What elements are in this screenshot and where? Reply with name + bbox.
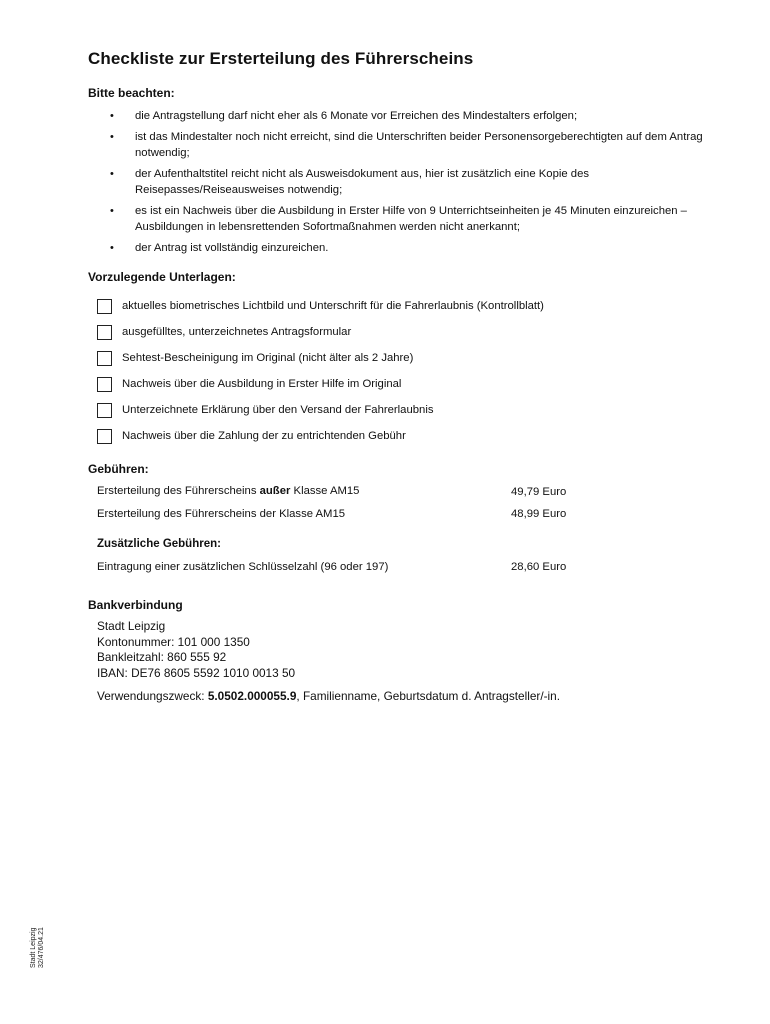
fee-row [97,508,597,520]
checklist-label: aktuelles biometrisches Lichtbild und Unterschrift für die Fahrerlaubnis (Kontrollblatt) [122,300,544,312]
checklist-item [97,345,544,371]
purpose-label: Verwendungszweck: [97,689,208,703]
fee-label: Eintragung einer zusätzlichen Schlüsselzahl (96 oder 197) [97,561,389,573]
fees-heading: Gebühren: [88,462,149,476]
checkbox[interactable] [97,325,112,340]
documents-heading: Vorzulegende Unterlagen: [88,270,236,284]
checklist-item [97,319,544,345]
fee-label-prefix: Ersterteilung des Führerscheins [97,485,260,497]
bank-line: Kontonummer: 101 000 1350 [97,634,250,649]
checklist-label: Sehtest-Bescheinigung im Original (nicht älter als 2 Jahre) [122,352,414,364]
bank-line: Bankleitzahl: 860 555 92 [97,650,227,664]
form-number: 32/476/04.21 [38,927,45,968]
note-text: ist das Mindestalter noch nicht erreicht, sind die Unterschriften beider Personensorgeberechtigten auf dem Antrag notwendig; [135,131,703,159]
fee-amount: 28,60 Euro [511,561,567,573]
bank-line: IBAN: DE76 8605 5592 1010 0013 50 [97,665,296,680]
purpose-suffix: , Familienname, Geburtsdatum d. Antragsteller/-in. [296,689,560,703]
list-item [110,166,710,198]
checklist-item [97,423,544,449]
documents-checklist [97,293,544,449]
checklist-label: ausgefülltes, unterzeichnetes Antragsformular [122,326,352,338]
payment-purpose [97,689,560,703]
note-text: der Aufenthaltstitel reicht nicht als Ausweisdokument aus, hier ist zusätzlich eine Kopie des Reisepasses/Reiseausweises notwendig; [135,168,590,196]
checkbox[interactable] [97,351,112,366]
list-item [110,108,710,124]
note-text: der Antrag ist vollständig einzureichen. [135,242,329,254]
bullet-icon: • [110,205,114,217]
list-item [110,129,710,161]
list-item [110,240,710,256]
form-reference [30,927,46,968]
notes-heading: Bitte beachten: [88,86,175,100]
checklist-item [97,397,544,423]
bullet-icon: • [110,131,114,143]
bank-line: Stadt Leipzig [97,619,166,633]
fee-label-emphasis: außer [259,485,291,497]
fee-row [97,485,597,497]
list-item [110,203,710,235]
fee-amount: 48,99 Euro [511,508,567,520]
notes-list [110,108,710,261]
page-title: Checkliste zur Ersterteilung des Führerscheins [88,49,474,68]
additional-fees-heading: Zusätzliche Gebühren: [97,538,221,550]
bullet-icon: • [110,110,114,122]
checkbox[interactable] [97,403,112,418]
fee-row [97,561,597,573]
checkbox[interactable] [97,429,112,444]
checklist-label: Nachweis über die Zahlung der zu entrichtenden Gebühr [122,430,406,442]
checkbox[interactable] [97,377,112,392]
checklist-label: Nachweis über die Ausbildung in Erster Hilfe im Original [122,378,402,390]
checklist-item [97,293,544,319]
checklist-label: Unterzeichnete Erklärung über den Versand der Fahrerlaubnis [122,404,434,416]
fee-label: Ersterteilung des Führerscheins der Klasse AM15 [97,508,346,520]
checkbox[interactable] [97,299,112,314]
form-issuer: Stadt Leipzig [30,927,37,968]
fee-label-suffix: Klasse AM15 [290,485,360,497]
fee-amount: 49,79 Euro [511,486,567,498]
bank-details [97,619,295,681]
purpose-code: 5.0502.000055.9 [207,689,297,703]
bullet-icon: • [110,168,114,180]
bank-heading: Bankverbindung [88,598,183,612]
note-text: es ist ein Nachweis über die Ausbildung in Erster Hilfe von 9 Unterrichtseinheiten je 45 Minuten einzureichen – Ausbildungen in lebensrettenden Sofortmaßnahmen werden nicht anerkannt; [135,205,687,233]
note-text: die Antragstellung darf nicht eher als 6 Monate vor Erreichen des Mindestalters erfolgen; [135,110,578,122]
checklist-item [97,371,544,397]
bullet-icon: • [110,242,114,254]
